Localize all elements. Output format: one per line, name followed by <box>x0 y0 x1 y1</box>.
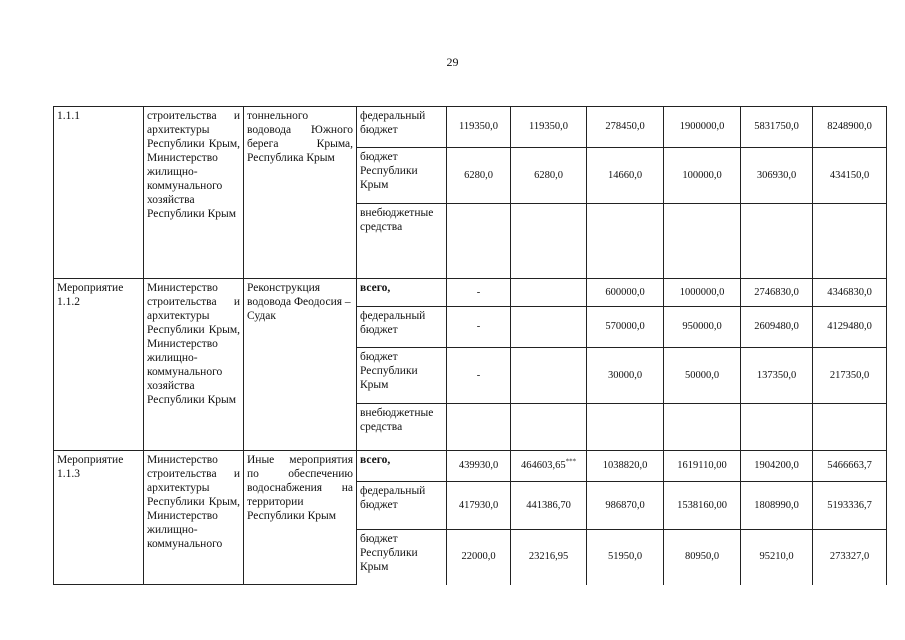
funding-source: федеральный бюджет <box>357 107 447 148</box>
footnote-mark: *** <box>565 457 577 466</box>
value-cell: 95210,0 <box>741 530 813 585</box>
value-cell: 1619110,00 <box>664 451 741 482</box>
value-cell: 464603,65*** <box>511 451 587 482</box>
value-cell: 5193336,7 <box>813 482 887 530</box>
value-cell <box>587 404 664 451</box>
value-cell: 306930,0 <box>741 148 813 204</box>
value-cell <box>511 279 587 307</box>
value-cell: 434150,0 <box>813 148 887 204</box>
funding-source: федеральный бюджет <box>357 482 447 530</box>
value-cell: 6280,0 <box>511 148 587 204</box>
budget-table <box>53 106 887 585</box>
measure-id: Мероприятие 1.1.3 <box>54 451 144 585</box>
value-cell: 950000,0 <box>664 307 741 348</box>
value-cell: 1808990,0 <box>741 482 813 530</box>
funding-source: бюджет Республики Крым <box>357 348 447 404</box>
value-cell: 51950,0 <box>587 530 664 585</box>
value-cell: 30000,0 <box>587 348 664 404</box>
page-number: 29 <box>446 55 459 69</box>
value-cell: 417930,0 <box>447 482 511 530</box>
value-cell <box>511 404 587 451</box>
value-cell: 570000,0 <box>587 307 664 348</box>
value-cell: 6280,0 <box>447 148 511 204</box>
value-cell <box>511 348 587 404</box>
funding-source: внебюджетные средства <box>357 404 447 451</box>
value-cell: 273327,0 <box>813 530 887 585</box>
value-cell: 1038820,0 <box>587 451 664 482</box>
table-row <box>54 279 887 307</box>
value-cell <box>813 404 887 451</box>
value-cell <box>587 204 664 279</box>
value-cell: 2609480,0 <box>741 307 813 348</box>
value-cell: - <box>447 279 511 307</box>
measure-description: Иные мероприятия по обеспечению водоснабжения на территории Республики Крым <box>244 451 357 585</box>
value-cell: 14660,0 <box>587 148 664 204</box>
value-cell: 137350,0 <box>741 348 813 404</box>
value-cell <box>664 404 741 451</box>
value-cell: 278450,0 <box>587 107 664 148</box>
value-cell <box>447 404 511 451</box>
value-cell: 986870,0 <box>587 482 664 530</box>
value-cell: 119350,0 <box>447 107 511 148</box>
value-cell: 4346830,0 <box>813 279 887 307</box>
value-cell: 119350,0 <box>511 107 587 148</box>
value-cell <box>741 204 813 279</box>
value-cell: 1904200,0 <box>741 451 813 482</box>
value-cell: 217350,0 <box>813 348 887 404</box>
table-row <box>54 451 887 482</box>
value-cell: - <box>447 348 511 404</box>
value-cell: 4129480,0 <box>813 307 887 348</box>
value-cell <box>447 204 511 279</box>
executor-cell: строительства и архитектуры Республики Крым, Министерство жилищно-коммунального хозяйства Республики Крым <box>144 107 244 279</box>
funding-source: внебюджетные средства <box>357 204 447 279</box>
value-cell: 80950,0 <box>664 530 741 585</box>
value-cell: 22000,0 <box>447 530 511 585</box>
value-cell <box>664 204 741 279</box>
value-cell: 1538160,00 <box>664 482 741 530</box>
value-cell <box>511 204 587 279</box>
measure-id: 1.1.1 <box>54 107 144 279</box>
value-cell: 1000000,0 <box>664 279 741 307</box>
funding-source: федеральный бюджет <box>357 307 447 348</box>
measure-description: Реконструкция водовода Феодосия – Судак <box>244 279 357 451</box>
value-cell: 441386,70 <box>511 482 587 530</box>
executor-cell: Министерство строительства и архитектуры Республики Крым, Министерство жилищно-коммунального <box>144 451 244 585</box>
funding-source: всего, <box>357 451 447 482</box>
value-cell: 1900000,0 <box>664 107 741 148</box>
value-cell: 5466663,7 <box>813 451 887 482</box>
measure-description: тоннельного водовода Южного берега Крыма, Республика Крым <box>244 107 357 279</box>
funding-source: всего, <box>357 279 447 307</box>
value-cell: 50000,0 <box>664 348 741 404</box>
funding-source: бюджет Республики Крым <box>357 530 447 585</box>
value-cell <box>511 307 587 348</box>
measure-id: Мероприятие 1.1.2 <box>54 279 144 451</box>
value-cell <box>813 204 887 279</box>
value-cell: 439930,0 <box>447 451 511 482</box>
value-cell: 23216,95 <box>511 530 587 585</box>
table-row <box>54 107 887 148</box>
value-cell: 8248900,0 <box>813 107 887 148</box>
value-cell <box>741 404 813 451</box>
value-cell: 2746830,0 <box>741 279 813 307</box>
value-cell: 5831750,0 <box>741 107 813 148</box>
executor-cell: Министерство строительства и архитектуры Республики Крым, Министерство жилищно-коммунального хозяйства Республики Крым <box>144 279 244 451</box>
value-cell: - <box>447 307 511 348</box>
funding-source: бюджет Республики Крым <box>357 148 447 204</box>
value-cell: 600000,0 <box>587 279 664 307</box>
value-cell: 100000,0 <box>664 148 741 204</box>
